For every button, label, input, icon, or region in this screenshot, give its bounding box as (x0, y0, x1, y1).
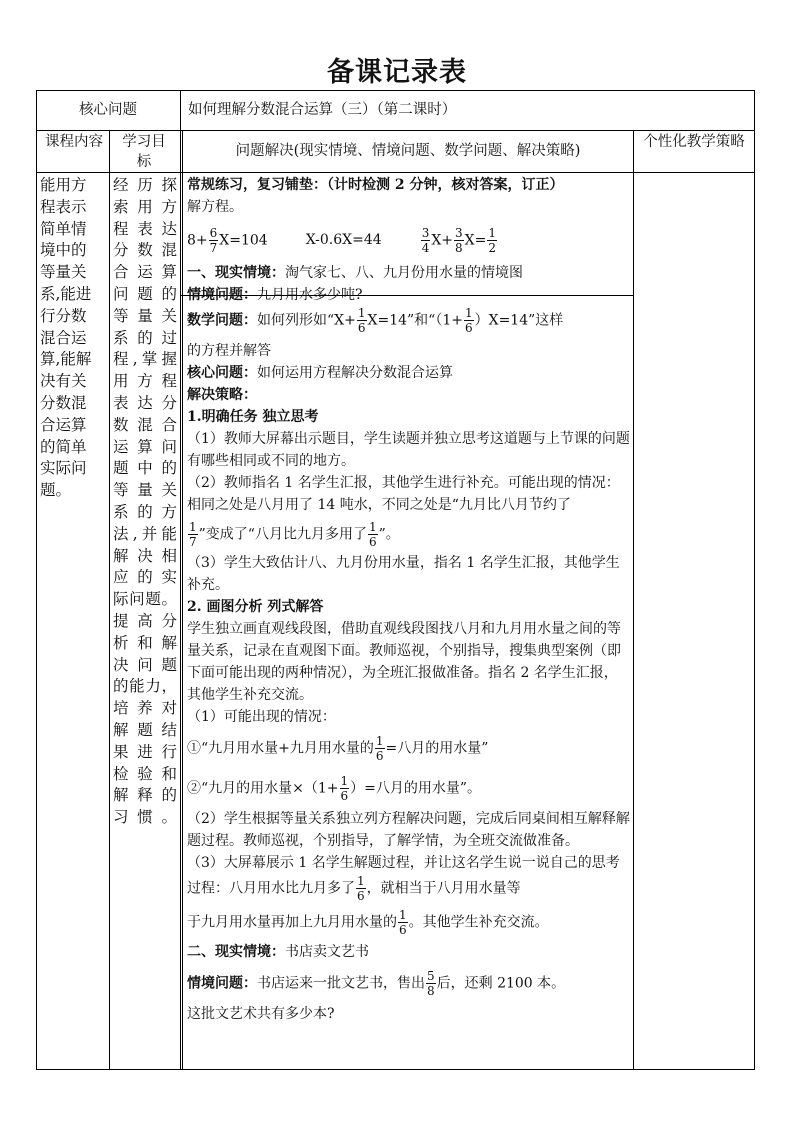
page-title: 备课记录表 (327, 57, 467, 88)
question-cont: 这批文艺术共有多少本? (187, 1006, 335, 1022)
fraction (487, 226, 497, 255)
numerator: 1 (357, 874, 365, 888)
goal-line: 系的方 (113, 502, 177, 521)
math-text: 如何列形如“X+ (257, 312, 356, 328)
equation-1 (187, 226, 268, 255)
course-content-line: 等量关 (40, 263, 87, 282)
goal-line: 析和解 (113, 633, 177, 652)
table-line-row2 (36, 172, 755, 173)
learning-goal-column (113, 175, 177, 829)
paragraph (187, 903, 630, 941)
fraction (340, 774, 350, 803)
core-question-line (187, 362, 630, 384)
course-content-line: 实际问 (40, 459, 87, 478)
scene-text: 书店卖文艺书 (285, 944, 369, 960)
goal-line: 习惯。 (113, 808, 177, 827)
denominator: 6 (375, 748, 384, 763)
col-header-personal: 个性化教学策略 (643, 134, 745, 150)
numerator: 3 (421, 225, 430, 240)
scene-text: 淘气家七、八、九月份用水量的情境图 (285, 265, 523, 281)
case-text: ②“九月的用水量×（1+ (187, 780, 339, 796)
course-content-line: 决有关 (40, 372, 87, 391)
situation-question-2 (187, 963, 630, 1003)
step2-heading: 2. 画图分析 列式解答 (187, 599, 324, 615)
fraction (421, 226, 431, 255)
col-header-solve: 问题解决(现实情境、情境问题、数学问题、解决策略) (235, 143, 581, 159)
denominator: 6 (368, 534, 377, 549)
goal-line: 用方程 (113, 372, 177, 391)
fraction (357, 306, 367, 335)
eq1-prefix: 8+ (187, 232, 208, 248)
course-content-line: 混合运 (40, 328, 87, 347)
numerator: 1 (368, 519, 377, 534)
numerator: 3 (455, 225, 463, 240)
fraction (454, 226, 464, 255)
denominator: 6 (340, 788, 349, 803)
paragraph: （2）学生根据等量关系独立列方程解决问题，完成后同桌间相互解释解题过程。教师巡视，个别指导，了解学情，为全班交流做准备。 (187, 811, 630, 849)
situation-question-label: 情境问题： (187, 975, 257, 991)
situation-question-text: 九月用水多少吨? (257, 287, 363, 303)
case-text: ①“九月用水量+九月用水量的 (187, 740, 374, 756)
goal-line: 法,并能 (113, 524, 177, 543)
goal-line: 决问题 (113, 655, 177, 674)
numerator: 6 (209, 225, 218, 240)
goal-line: 程,掌握 (113, 350, 177, 369)
case-2 (187, 768, 630, 808)
fraction (209, 226, 219, 255)
table-line-col2b (182, 130, 183, 1070)
paragraph: （2）教师指名 1 名学生汇报，其他学生进行补充。可能出现的情况： (187, 475, 620, 491)
paragraph-text: 。其他学生补充交流。 (408, 914, 549, 930)
fraction-line (187, 516, 630, 552)
table-line-col2 (180, 90, 181, 1070)
course-content-line: 简单情 (40, 219, 87, 238)
practice-heading: 常规练习，复习铺垫：（计时检测 2 分钟，核对答案，订正） (187, 177, 564, 193)
solve-equation-label: 解方程。 (187, 199, 243, 215)
solution-section (187, 300, 630, 1025)
eq1-suffix: X=104 (219, 232, 268, 248)
course-content-line: 的简单 (40, 437, 87, 456)
goal-line: 数混合 (113, 415, 177, 434)
denominator: 7 (209, 240, 218, 255)
case-text: =八月的用水量” (385, 740, 489, 756)
table-line-row1 (36, 130, 755, 131)
paragraph (187, 852, 630, 903)
goal-line: 解决相 (113, 546, 177, 565)
goal-line: 提高分 (113, 611, 177, 630)
paragraph-text: ”变成了“八月比九月多用了 (198, 526, 367, 542)
fraction (426, 969, 436, 998)
paragraph: （1）可能出现的情况： (187, 709, 336, 725)
fraction (398, 908, 408, 937)
course-content-line: 行分数 (40, 306, 87, 325)
question-text: 后，还剩 2100 本。 (436, 975, 566, 991)
denominator: 6 (357, 889, 365, 903)
paragraph: 相同之处是八月用了 14 吨水，不同之处是“九月比八月节约了 (187, 497, 571, 513)
core-question-text: 如何运用方程解决分数混合运算 (257, 365, 453, 381)
goal-line: 系的过 (113, 328, 177, 347)
scene-label: 二、现实情境： (187, 944, 285, 960)
course-content-line: 分数混 (40, 393, 87, 412)
numerator: 1 (399, 907, 407, 922)
goal-line: 经历探 (113, 176, 177, 194)
numerator: 1 (340, 773, 349, 788)
equation-2: X-0.6X=44 (305, 232, 382, 248)
core-question-value: 如何理解分数混合运算（三）（第二课时） (188, 102, 457, 118)
denominator: 4 (421, 240, 430, 255)
numerator: 1 (357, 305, 366, 320)
fraction (464, 306, 474, 335)
situation-question-label: 情境问题： (187, 287, 257, 303)
table-border-right (754, 90, 755, 1070)
paragraph: 学生独立画直观线段图，借助直观线段图找八月和九月用水量之间的等量关系，记录在直观图下面。教师巡视，个别指导，搜集典型案例（即下面可能出现的两种情况），为全班汇报做准备。指名 2 名学生汇报，其他学生补充交流。 (187, 621, 621, 703)
math-question-cont: 的方程并解答 (187, 343, 271, 359)
numerator: 1 (464, 305, 473, 320)
paragraph-text: ，就相当于八月用水量等 (366, 880, 521, 897)
goal-line: 题中的 (113, 459, 177, 478)
goal-line: 培养对 (113, 699, 177, 718)
denominator: 8 (455, 240, 463, 255)
numerator: 1 (488, 225, 497, 240)
course-content-line: 能用方 (40, 176, 87, 194)
step1-heading: 1.明确任务 独立思考 (187, 409, 319, 425)
fraction (356, 874, 366, 903)
paragraph: （1）教师大屏幕出示题目，学生读题并独立思考这道题与上节课的问题有哪些相同或不同的地方。 (187, 431, 630, 469)
goal-line: 运算问 (113, 437, 177, 456)
table-border-left (36, 90, 37, 1070)
course-content-line: 境中的 (40, 241, 87, 260)
scene-label: 一、现实情境： (187, 265, 285, 281)
goal-line: 检验和 (113, 764, 177, 783)
paragraph-text: 于九月用水量再加上九月用水量的 (187, 914, 397, 930)
math-text: ）X=14”这样 (474, 312, 564, 328)
math-question-label: 数学问题： (187, 312, 257, 328)
math-question-line (187, 300, 630, 340)
table-line-col1 (109, 130, 110, 1070)
paragraph-text: ”。 (378, 526, 400, 542)
denominator: 6 (357, 320, 366, 335)
course-content-line: 题。 (40, 481, 72, 500)
numerator: 5 (427, 968, 435, 983)
practice-section (187, 174, 630, 306)
core-question-label: 核心问题： (187, 365, 257, 381)
paragraph: （3）学生大致估计八、九月份用水量，指名 1 名学生汇报，其他学生补充。 (187, 555, 620, 593)
scene2-line (187, 941, 630, 963)
eq3-term: X= (464, 232, 487, 248)
denominator: 7 (189, 534, 197, 549)
math-text: X=14”和“（1+ (367, 312, 463, 328)
goal-line: 际问题。 (113, 590, 177, 609)
fraction (375, 734, 385, 763)
course-content-line: 算,能解 (40, 350, 92, 369)
goal-line: 应的实 (113, 568, 177, 587)
table-border-bottom (36, 1069, 755, 1070)
question-text: 书店运来一批文艺书，售出 (257, 975, 425, 991)
goal-line: 索用方 (113, 197, 177, 216)
eq3-term: X+ (431, 232, 454, 248)
fraction (368, 520, 378, 549)
equation-3 (420, 226, 498, 255)
table-border-top (36, 90, 755, 91)
goal-line: 等量关 (113, 481, 177, 500)
denominator: 6 (464, 320, 473, 335)
col-header-content: 课程内容 (45, 134, 103, 150)
scene-line (187, 262, 630, 284)
core-question-label: 核心问题 (79, 102, 137, 118)
goal-line: 果进行 (113, 742, 177, 761)
fraction (188, 520, 198, 549)
goal-line: 表达分 (113, 393, 177, 412)
col-header-goal: 学习目标 (122, 134, 166, 170)
goal-line: 程表达 (113, 219, 177, 238)
course-content-line: 系,能进 (40, 284, 92, 303)
goal-line: 分数混 (113, 241, 177, 260)
denominator: 6 (399, 922, 407, 937)
goal-line: 合运算 (113, 263, 177, 282)
course-content-line: 程表示 (40, 197, 87, 216)
course-content-column (40, 175, 108, 502)
goal-line: 等量关 (113, 306, 177, 325)
strategy-heading: 解决策略： (187, 387, 257, 403)
goal-line: 解题结 (113, 720, 177, 739)
goal-line: 解释的 (113, 786, 177, 805)
table-line-col3 (633, 130, 634, 1070)
numerator: 1 (375, 733, 384, 748)
case-1 (187, 728, 630, 768)
goal-line: 问题的 (113, 284, 177, 303)
paragraph-text: （3）大屏幕展示 1 名学生解题过程，并让这名学生说一说自己的思考过程：八月用水比九月多了 (187, 855, 620, 897)
case-text: ）=八月的用水量”。 (350, 780, 482, 796)
numerator: 1 (189, 519, 197, 534)
goal-line: 的能力， (113, 677, 177, 696)
denominator: 8 (427, 983, 435, 998)
course-content-line: 合运算 (40, 415, 87, 434)
denominator: 2 (488, 240, 497, 255)
equation-row (187, 218, 630, 262)
